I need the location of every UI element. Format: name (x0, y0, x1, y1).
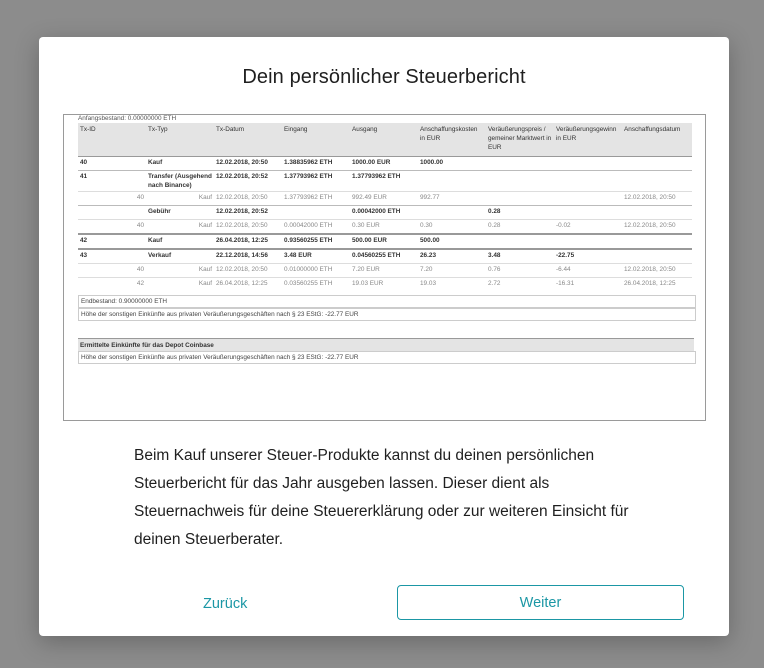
table-cell: 26.23 (418, 249, 486, 264)
table-cell: 0.76 (486, 264, 554, 278)
table-cell: 12.02.2018, 20:50 (622, 264, 692, 278)
column-header: Anschaffungskosten in EUR (418, 123, 486, 157)
table-cell: 42 (78, 278, 146, 292)
table-cell: 0.00042000 ETH (350, 206, 418, 220)
table-cell: 992.77 (418, 192, 486, 206)
column-header: Veräußerungspreis / gemeiner Marktwert in EUR (486, 123, 554, 157)
table-cell: Kauf (146, 278, 214, 292)
table-cell (554, 234, 622, 249)
table-cell: 0.30 (418, 220, 486, 235)
table-cell: 0.00042000 ETH (282, 220, 350, 235)
table-row (78, 206, 692, 220)
table-cell: 12.02.2018, 20:50 (214, 264, 282, 278)
table-cell: 12.02.2018, 20:50 (214, 157, 282, 171)
table-cell: -0.02 (554, 220, 622, 235)
table-cell: 40 (78, 264, 146, 278)
table-cell (554, 206, 622, 220)
table-cell: 2.72 (486, 278, 554, 292)
back-button[interactable]: Zurück (203, 596, 248, 612)
table-cell: 0.01000000 ETH (282, 264, 350, 278)
table-cell: 7.20 (418, 264, 486, 278)
table-cell: 12.02.2018, 20:50 (622, 220, 692, 235)
table-cell (622, 157, 692, 171)
transactions-table (78, 123, 692, 291)
table-header-row (78, 123, 692, 157)
table-cell: 43 (78, 249, 146, 264)
table-cell (622, 249, 692, 264)
depot-income-line: Höhe der sonstigen Einkünfte aus privaten Veräußerungsgeschäften nach § 23 EStG: -22.77 EUR (78, 351, 696, 364)
table-cell: -6.44 (554, 264, 622, 278)
table-cell: 0.93560255 ETH (282, 234, 350, 249)
table-cell: 0.28 (486, 206, 554, 220)
table-cell: 12.02.2018, 20:50 (214, 220, 282, 235)
table-cell: Kauf (146, 192, 214, 206)
table-cell: 1000.00 EUR (350, 157, 418, 171)
table-cell: 1.38835962 ETH (282, 157, 350, 171)
table-row (78, 278, 692, 292)
table-cell: Gebühr (146, 206, 214, 220)
table-cell: 1000.00 (418, 157, 486, 171)
table-cell (486, 192, 554, 206)
table-cell: 19.03 EUR (350, 278, 418, 292)
table-cell: 12.02.2018, 20:52 (214, 171, 282, 192)
table-row (78, 220, 692, 235)
table-cell: 1.37793962 ETH (282, 171, 350, 192)
table-cell: 19.03 (418, 278, 486, 292)
table-row (78, 192, 692, 206)
next-button[interactable]: Weiter (397, 585, 684, 620)
table-cell (554, 157, 622, 171)
table-cell (486, 157, 554, 171)
table-cell: Kauf (146, 234, 214, 249)
table-cell (622, 171, 692, 192)
tax-report-modal (39, 37, 729, 636)
table-cell: 992.49 EUR (350, 192, 418, 206)
table-cell (78, 206, 146, 220)
modal-title: Dein persönlicher Steuerbericht (242, 66, 526, 88)
table-cell (622, 234, 692, 249)
table-cell: 1.37793962 ETH (282, 192, 350, 206)
table-cell (622, 206, 692, 220)
table-row (78, 171, 692, 192)
column-header: Ausgang (350, 123, 418, 157)
table-cell: Kauf (146, 264, 214, 278)
column-header: Tx-Datum (214, 123, 282, 157)
table-cell: 12.02.2018, 20:52 (214, 206, 282, 220)
table-cell: 42 (78, 234, 146, 249)
table-cell: 40 (78, 157, 146, 171)
table-cell: 26.04.2018, 12:25 (214, 234, 282, 249)
table-cell: 3.48 (486, 249, 554, 264)
table-cell: 0.04560255 ETH (350, 249, 418, 264)
table-cell: 41 (78, 171, 146, 192)
table-cell (418, 171, 486, 192)
table-cell (418, 206, 486, 220)
table-cell (486, 234, 554, 249)
table-row (78, 249, 692, 264)
table-cell: Verkauf (146, 249, 214, 264)
closing-balance: Endbestand: 0.90000000 ETH (78, 295, 696, 308)
table-cell: 12.02.2018, 20:50 (622, 192, 692, 206)
column-header: Eingang (282, 123, 350, 157)
table-cell (486, 171, 554, 192)
table-cell: Transfer (Ausgehend nach Binance) (146, 171, 214, 192)
table-row (78, 264, 692, 278)
table-cell: 3.48 EUR (282, 249, 350, 264)
opening-balance: Anfangsbestand: 0.00000000 ETH (78, 115, 177, 122)
table-cell: 12.02.2018, 20:50 (214, 192, 282, 206)
table-row (78, 234, 692, 249)
table-cell: -22.75 (554, 249, 622, 264)
table-cell: 0.28 (486, 220, 554, 235)
table-cell: 0.03560255 ETH (282, 278, 350, 292)
table-cell: 1.37793962 ETH (350, 171, 418, 192)
table-cell: 40 (78, 220, 146, 235)
table-cell: 26.04.2018, 12:25 (622, 278, 692, 292)
column-header: Veräußerungsgewinn in EUR (554, 123, 622, 157)
depot-income-heading: Ermittelte Einkünfte für das Depot Coinbase (78, 338, 694, 353)
table-cell: 7.20 EUR (350, 264, 418, 278)
table-cell: 500.00 (418, 234, 486, 249)
table-row (78, 157, 692, 171)
column-header: Tx-Typ (146, 123, 214, 157)
table-cell (554, 171, 622, 192)
table-cell: -16.31 (554, 278, 622, 292)
table-cell: 0.30 EUR (350, 220, 418, 235)
table-cell: 40 (78, 192, 146, 206)
table-cell: 22.12.2018, 14:56 (214, 249, 282, 264)
column-header: Anschaffungsdatum (622, 123, 692, 157)
table-cell: Kauf (146, 157, 214, 171)
modal-description: Beim Kauf unserer Steuer-Produkte kannst du deinen persönlichen Steuerbericht für das Jahr ausgeben lassen. Dieser dient als Steuernachweis für deine Steuererklärung oder zur weiteren Einsicht für deinen Steuerberater. (134, 447, 629, 548)
table-cell: Kauf (146, 220, 214, 235)
tax-report-preview-image (63, 114, 706, 421)
table-cell (282, 206, 350, 220)
table-cell (554, 192, 622, 206)
table-cell: 26.04.2018, 12:25 (214, 278, 282, 292)
table-cell: 500.00 EUR (350, 234, 418, 249)
other-income-line: Höhe der sonstigen Einkünfte aus privaten Veräußerungsgeschäften nach § 23 EStG: -22.77 EUR (78, 308, 696, 321)
column-header: Tx-ID (78, 123, 146, 157)
